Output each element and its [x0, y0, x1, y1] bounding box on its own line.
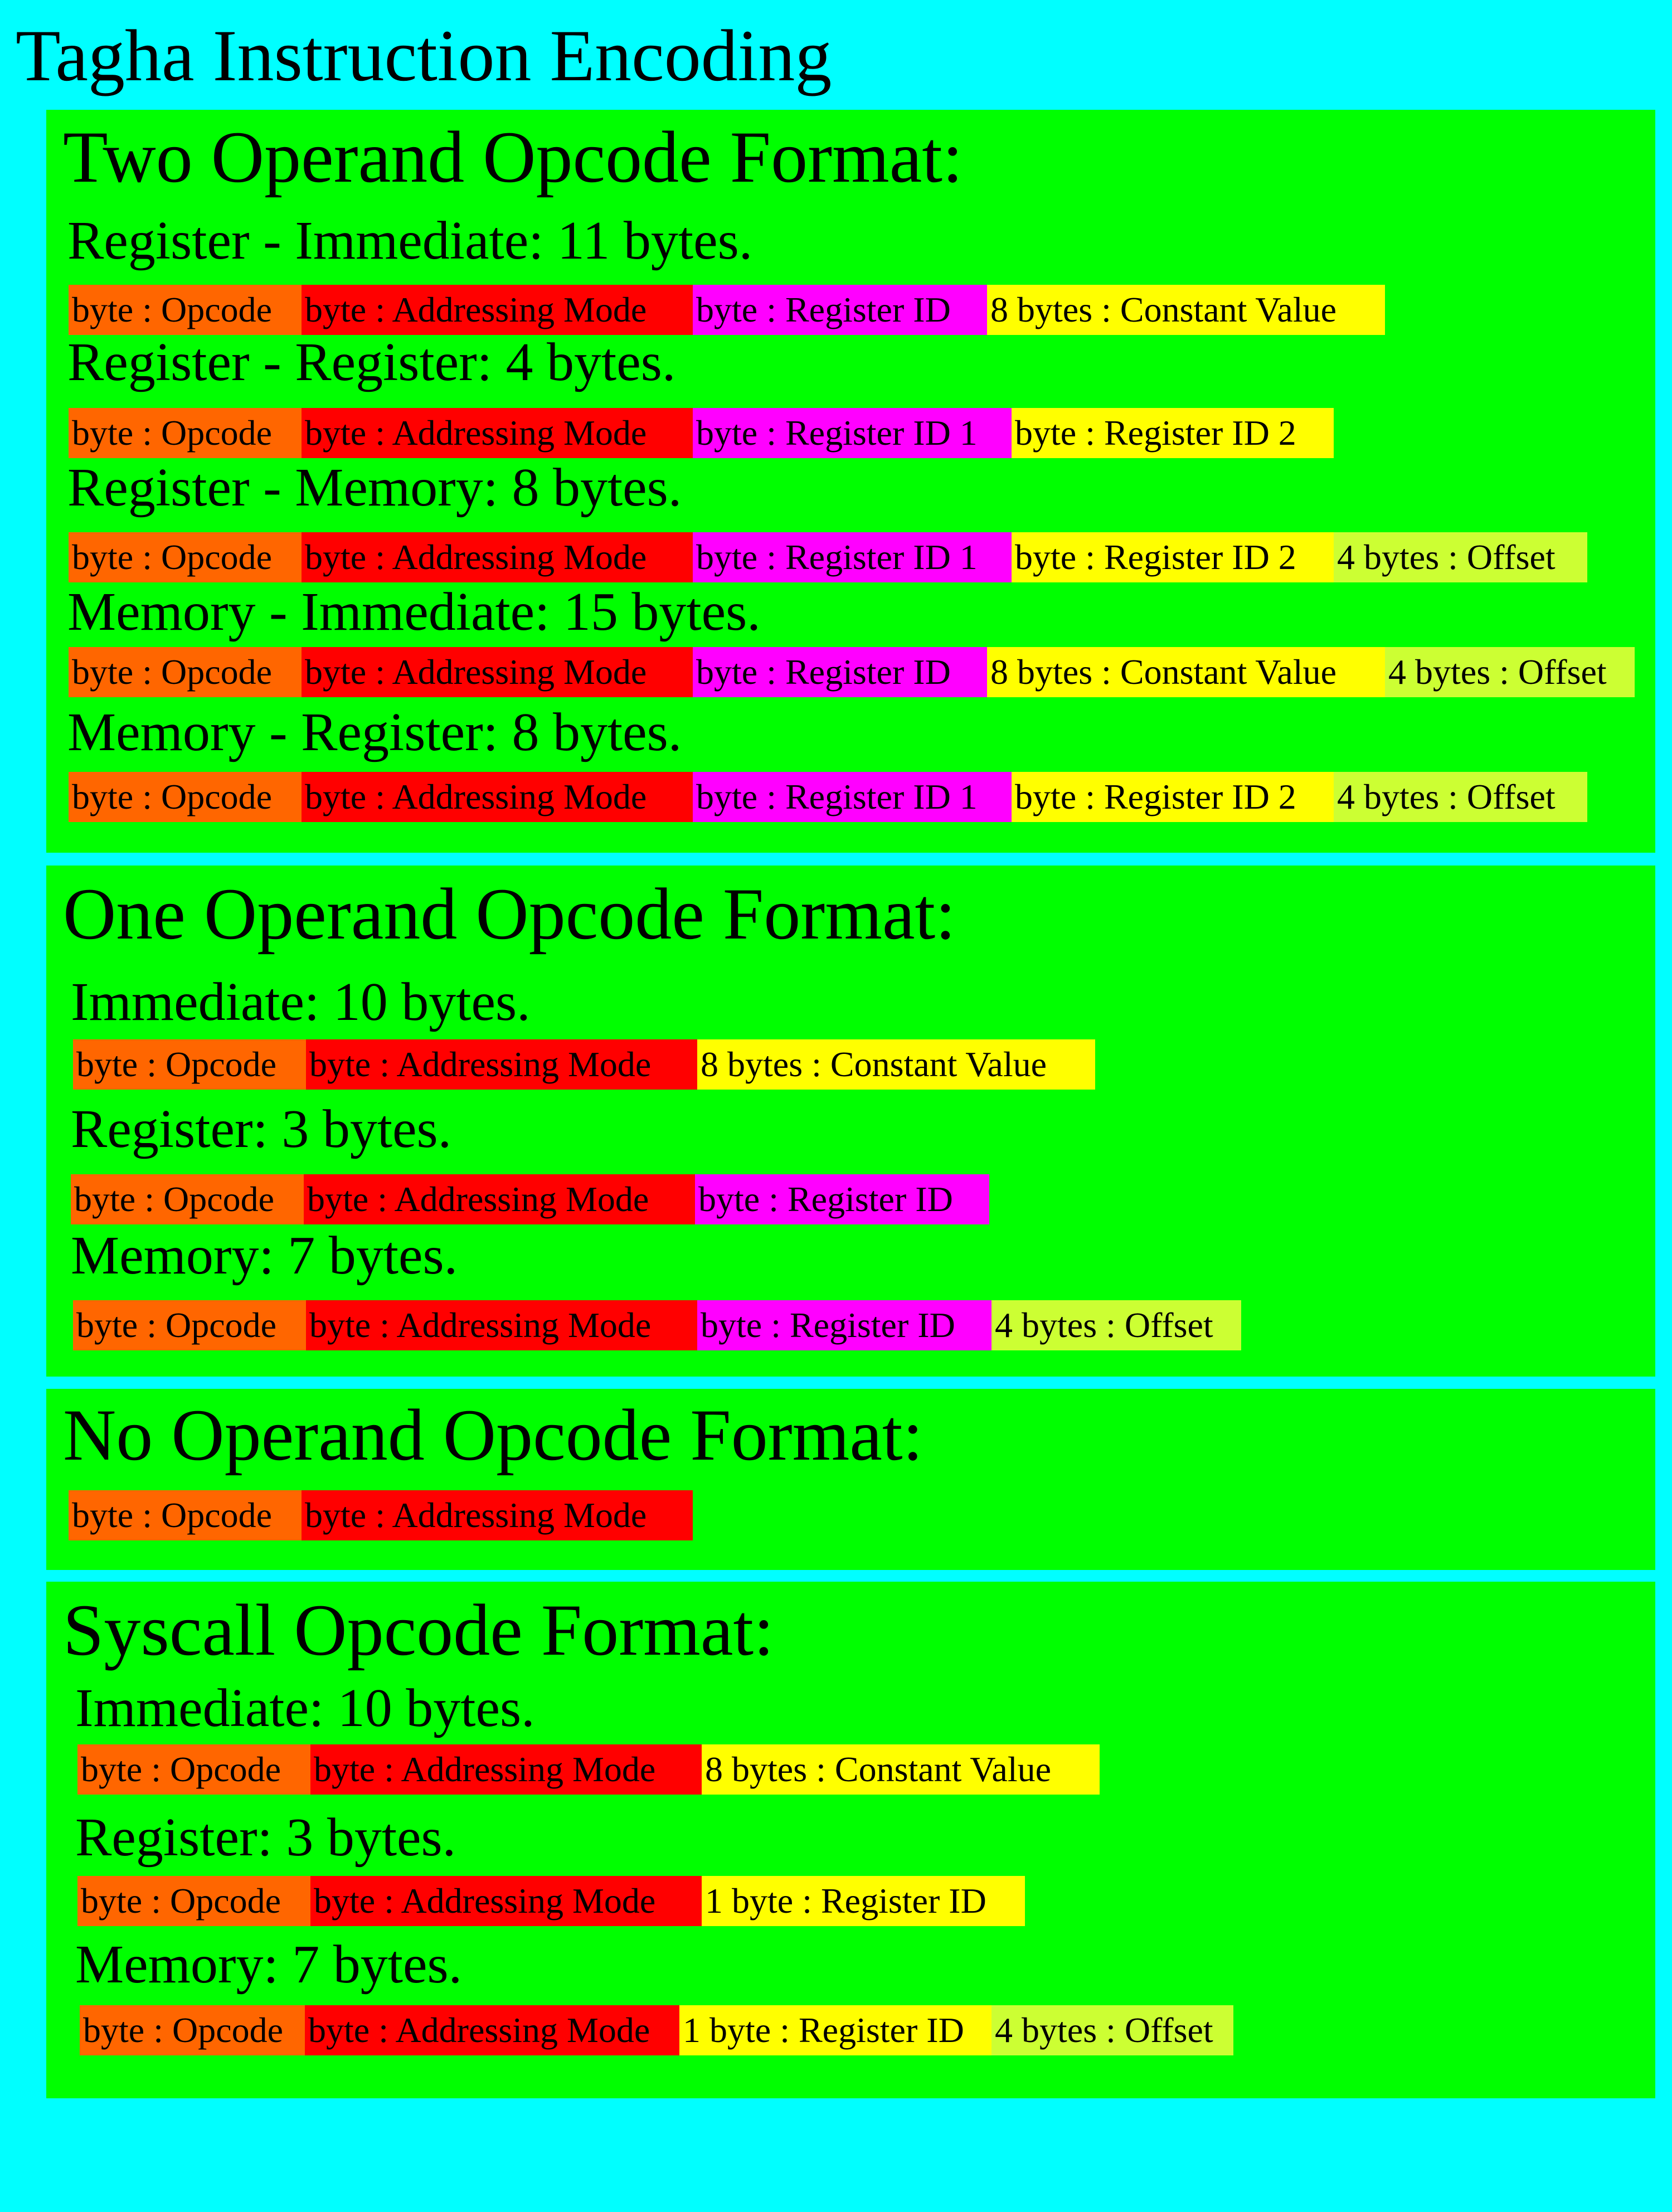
field-addressing-mode: byte : Addressing Mode: [306, 1039, 697, 1090]
format-label: Immediate: 10 bytes.: [71, 972, 531, 1032]
field-addressing-mode: byte : Addressing Mode: [310, 1744, 702, 1795]
section-title: No Operand Opcode Format:: [63, 1394, 924, 1476]
field-register-id-2: byte : Register ID 2: [1012, 532, 1334, 582]
field-register-id: byte : Register ID: [695, 1174, 989, 1224]
section-title: Syscall Opcode Format:: [63, 1589, 774, 1671]
field-constant-value: 8 bytes : Constant Value: [697, 1039, 1095, 1090]
field-register-id: byte : Register ID: [697, 1300, 991, 1350]
field-addressing-mode: byte : Addressing Mode: [304, 1174, 695, 1224]
field-opcode: byte : Opcode: [73, 1300, 306, 1350]
field-addressing-mode: byte : Addressing Mode: [305, 2005, 679, 2055]
field-offset: 4 bytes : Offset: [991, 1300, 1241, 1350]
format-label: Memory: 7 bytes.: [75, 1934, 463, 1995]
field-opcode: byte : Opcode: [80, 2005, 305, 2055]
field-opcode: byte : Opcode: [77, 1744, 310, 1795]
field-opcode: byte : Opcode: [69, 772, 302, 822]
section-title: Two Operand Opcode Format:: [63, 116, 963, 198]
field-addressing-mode: byte : Addressing Mode: [302, 772, 693, 822]
section-no-operand: [46, 1389, 1655, 1570]
format-label: Immediate: 10 bytes.: [75, 1678, 535, 1738]
field-constant-value: 8 bytes : Constant Value: [987, 285, 1385, 335]
field-addressing-mode: byte : Addressing Mode: [306, 1300, 697, 1350]
field-opcode: byte : Opcode: [71, 1174, 304, 1224]
format-label: Register: 3 bytes.: [75, 1807, 456, 1868]
field-addressing-mode: byte : Addressing Mode: [310, 1876, 702, 1926]
section-syscall: [46, 1582, 1655, 2098]
field-opcode: byte : Opcode: [69, 285, 302, 335]
field-register-id-2: byte : Register ID 2: [1012, 408, 1334, 458]
field-register-id: 1 byte : Register ID: [679, 2005, 991, 2055]
field-addressing-mode: byte : Addressing Mode: [302, 1490, 693, 1540]
field-addressing-mode: byte : Addressing Mode: [302, 285, 693, 335]
field-register-id: byte : Register ID: [693, 285, 987, 335]
section-title: One Operand Opcode Format:: [63, 873, 956, 955]
field-row: [69, 532, 1587, 582]
format-label: Memory - Immediate: 15 bytes.: [67, 582, 761, 642]
field-row: [77, 1876, 1025, 1926]
format-label: Memory: 7 bytes.: [71, 1226, 458, 1286]
field-row: [71, 1174, 989, 1224]
format-label: Register: 3 bytes.: [71, 1099, 452, 1159]
field-row: [73, 1300, 1241, 1350]
section-one-operand: [46, 866, 1655, 1377]
field-addressing-mode: byte : Addressing Mode: [302, 647, 693, 697]
page-title: Tagha Instruction Encoding: [16, 14, 832, 96]
field-row: [69, 285, 1385, 335]
field-register-id: 1 byte : Register ID: [702, 1876, 1025, 1926]
field-register-id-1: byte : Register ID 1: [693, 772, 1012, 822]
field-register-id: byte : Register ID: [693, 647, 987, 697]
format-label: Memory - Register: 8 bytes.: [67, 702, 682, 762]
field-register-id-1: byte : Register ID 1: [693, 532, 1012, 582]
field-addressing-mode: byte : Addressing Mode: [302, 408, 693, 458]
field-row: [69, 1490, 693, 1540]
format-label: Register - Memory: 8 bytes.: [67, 458, 682, 518]
field-opcode: byte : Opcode: [69, 1490, 302, 1540]
field-opcode: byte : Opcode: [69, 647, 302, 697]
field-row: [73, 1039, 1095, 1090]
field-offset: 4 bytes : Offset: [1334, 532, 1587, 582]
field-opcode: byte : Opcode: [69, 532, 302, 582]
field-register-id-2: byte : Register ID 2: [1012, 772, 1334, 822]
field-row: [69, 408, 1334, 458]
field-row: [77, 1744, 1100, 1795]
field-row: [69, 647, 1635, 697]
field-opcode: byte : Opcode: [77, 1876, 310, 1926]
section-two-operand: [46, 110, 1655, 853]
format-label: Register - Register: 4 bytes.: [67, 332, 676, 392]
field-opcode: byte : Opcode: [69, 408, 302, 458]
field-opcode: byte : Opcode: [73, 1039, 306, 1090]
field-offset: 4 bytes : Offset: [1334, 772, 1587, 822]
field-row: [69, 772, 1587, 822]
field-row: [80, 2005, 1233, 2055]
field-offset: 4 bytes : Offset: [991, 2005, 1233, 2055]
format-label: Register - Immediate: 11 bytes.: [67, 211, 753, 271]
field-register-id-1: byte : Register ID 1: [693, 408, 1012, 458]
field-constant-value: 8 bytes : Constant Value: [987, 647, 1385, 697]
field-addressing-mode: byte : Addressing Mode: [302, 532, 693, 582]
field-offset: 4 bytes : Offset: [1385, 647, 1635, 697]
field-constant-value: 8 bytes : Constant Value: [702, 1744, 1100, 1795]
